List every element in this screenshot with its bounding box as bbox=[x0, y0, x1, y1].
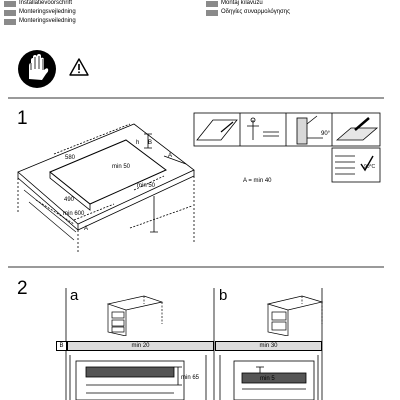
step-1-number: 1 bbox=[17, 108, 28, 129]
separator-1 bbox=[8, 97, 384, 99]
lang-label-da: Monteringsvejledning bbox=[19, 9, 76, 15]
temp-90c: 90°C bbox=[364, 164, 376, 170]
col-a-label: a bbox=[70, 287, 79, 304]
dim-a-top: A bbox=[168, 153, 173, 159]
step-2-number: 2 bbox=[17, 278, 28, 299]
dim-min50-b: min 50 bbox=[137, 183, 156, 189]
dim-490: 490 bbox=[64, 197, 75, 203]
lang-row-no bbox=[4, 18, 76, 25]
dim-min5: min 5 bbox=[260, 376, 275, 382]
lang-code-no bbox=[4, 19, 16, 25]
lang-row-el bbox=[206, 9, 290, 16]
warning-triangle-icon bbox=[69, 58, 89, 76]
lang-label-el: Οδηγίες συναρμολόγησης bbox=[221, 9, 290, 15]
col-b-label: b bbox=[219, 287, 228, 304]
dim-min65: min 65 bbox=[181, 375, 200, 381]
lang-label-nl: Installatievoorschrift bbox=[19, 0, 73, 6]
cut-edge-detail bbox=[193, 112, 381, 194]
lang-row-da bbox=[4, 9, 76, 16]
lang-code-nl bbox=[4, 1, 16, 7]
lang-label-tr: Montaj kılavuzu bbox=[221, 0, 263, 6]
separator-2 bbox=[8, 266, 384, 268]
note-a-min: A = min 40 bbox=[243, 178, 272, 184]
angle-90: 90° bbox=[321, 131, 331, 137]
min-b-header: min 30 bbox=[215, 341, 322, 351]
dim-b: B bbox=[148, 140, 153, 146]
cutout-diagram bbox=[14, 112, 204, 252]
lang-code-da bbox=[4, 10, 16, 16]
lang-row-tr bbox=[206, 0, 263, 7]
lang-row-nl bbox=[4, 0, 72, 7]
min-a-header: min 20 bbox=[67, 341, 214, 351]
drawer-sketch-a bbox=[100, 294, 170, 336]
dim-580: 580 bbox=[65, 155, 76, 161]
lang-code-el bbox=[206, 10, 218, 16]
gloves-icon bbox=[17, 49, 57, 89]
dim-h: h bbox=[136, 140, 140, 146]
dim-a-bottom: A bbox=[84, 226, 89, 232]
drawer-sketch-b bbox=[262, 294, 332, 336]
dim-min50-a: min 50 bbox=[112, 164, 131, 170]
row-b-label: B bbox=[56, 341, 67, 351]
lang-label-no: Monteringsveiledning bbox=[19, 18, 76, 24]
dim-min600: min 600 bbox=[63, 211, 85, 217]
lang-code-tr bbox=[206, 1, 218, 7]
